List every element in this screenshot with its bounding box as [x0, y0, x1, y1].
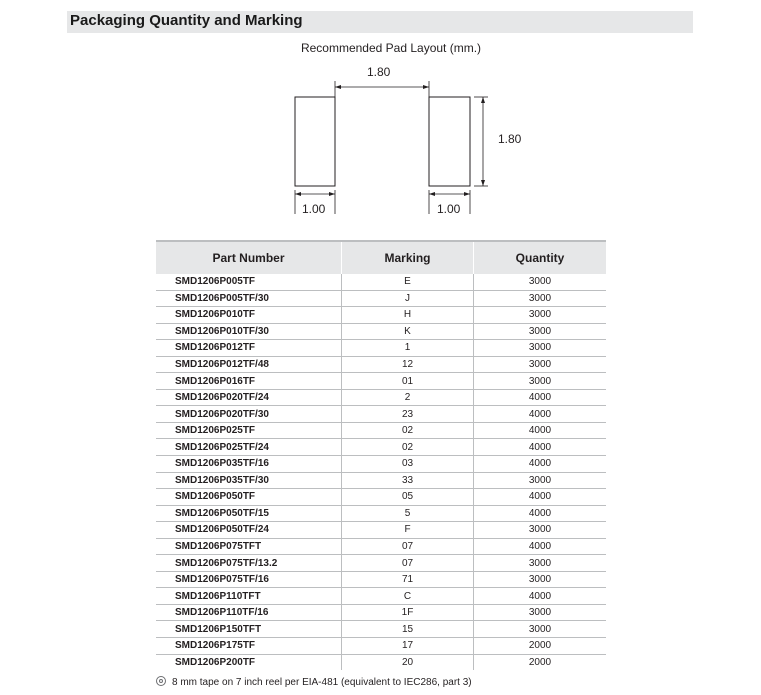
quantity-cell: 4000: [474, 489, 607, 506]
marking-cell: 23: [342, 406, 474, 423]
gap-dimension-label: 1.80: [367, 65, 391, 79]
quantity-cell: 4000: [474, 538, 607, 555]
table-row: [156, 555, 606, 572]
table-row: [156, 621, 606, 638]
table-row: [156, 571, 606, 588]
part-number-cell: SMD1206P175TF: [156, 638, 342, 655]
marking-cell: H: [342, 307, 474, 324]
table-body: [156, 274, 606, 670]
header-quantity: Quantity: [474, 241, 607, 274]
marking-cell: 15: [342, 621, 474, 638]
marking-cell: 05: [342, 489, 474, 506]
quantity-cell: 3000: [474, 323, 607, 340]
part-number-cell: SMD1206P075TF/13.2: [156, 555, 342, 572]
left-width-arrow-right: [329, 192, 335, 196]
table-row: [156, 538, 606, 555]
quantity-cell: 4000: [474, 422, 607, 439]
table-header-row: [156, 241, 606, 274]
marking-cell: 5: [342, 505, 474, 522]
pad-layout-diagram: [0, 0, 761, 240]
part-number-cell: SMD1206P050TF/24: [156, 522, 342, 539]
pad-layout-title: Recommended Pad Layout (mm.): [300, 41, 482, 55]
marking-cell: 20: [342, 654, 474, 670]
quantity-cell: 2000: [474, 654, 607, 670]
part-number-cell: SMD1206P150TFT: [156, 621, 342, 638]
table-row: [156, 356, 606, 373]
table-row: [156, 340, 606, 357]
table-row: [156, 604, 606, 621]
quantity-cell: 3000: [474, 571, 607, 588]
marking-cell: 07: [342, 538, 474, 555]
table-row: [156, 389, 606, 406]
marking-cell: 02: [342, 422, 474, 439]
quantity-cell: 3000: [474, 472, 607, 489]
quantity-cell: 3000: [474, 555, 607, 572]
height-dimension-label: 1.80: [498, 132, 522, 146]
part-number-cell: SMD1206P012TF: [156, 340, 342, 357]
table-row: [156, 505, 606, 522]
left-width-arrow-left: [295, 192, 301, 196]
part-number-cell: SMD1206P012TF/48: [156, 356, 342, 373]
marking-cell: 1: [342, 340, 474, 357]
left-pad: [295, 97, 335, 186]
part-number-cell: SMD1206P110TFT: [156, 588, 342, 605]
part-number-cell: SMD1206P075TFT: [156, 538, 342, 555]
part-number-cell: SMD1206P010TF: [156, 307, 342, 324]
marking-cell: 17: [342, 638, 474, 655]
left-width-dimension-label: 1.00: [302, 202, 326, 216]
marking-cell: C: [342, 588, 474, 605]
table-row: [156, 456, 606, 473]
table-row: [156, 274, 606, 290]
header-marking: Marking: [342, 241, 474, 274]
quantity-cell: 3000: [474, 340, 607, 357]
quantity-cell: 3000: [474, 621, 607, 638]
table-row: [156, 406, 606, 423]
part-number-cell: SMD1206P035TF/30: [156, 472, 342, 489]
marking-cell: 02: [342, 439, 474, 456]
quantity-cell: 4000: [474, 406, 607, 423]
quantity-cell: 3000: [474, 290, 607, 307]
footnote-text: 8 mm tape on 7 inch reel per EIA-481 (equivalent to IEC286, part 3): [172, 677, 472, 688]
marking-cell: 1F: [342, 604, 474, 621]
part-number-cell: SMD1206P200TF: [175, 656, 256, 668]
quantity-cell: 3000: [474, 307, 607, 324]
part-number-cell: SMD1206P110TF/16: [156, 604, 342, 621]
part-number-cell: SMD1206P020TF/24: [156, 389, 342, 406]
quantity-cell: 3000: [474, 274, 607, 290]
right-pad: [429, 97, 470, 186]
table-row: [156, 290, 606, 307]
marking-cell: J: [342, 290, 474, 307]
quantity-cell: 3000: [474, 604, 607, 621]
quantity-cell: 3000: [474, 373, 607, 390]
height-arrow-bottom: [481, 180, 485, 186]
quantity-cell: 2000: [474, 638, 607, 655]
part-number-cell: SMD1206P010TF/30: [156, 323, 342, 340]
table-row: [156, 323, 606, 340]
marking-cell: 01: [342, 373, 474, 390]
quantity-cell: 4000: [474, 439, 607, 456]
part-number-cell: SMD1206P025TF: [156, 422, 342, 439]
table-row: [156, 654, 606, 670]
table-row: [156, 522, 606, 539]
part-number-cell: SMD1206P020TF/30: [156, 406, 342, 423]
part-number-cell: SMD1206P035TF/16: [156, 456, 342, 473]
part-number-cell: SMD1206P050TF: [156, 489, 342, 506]
part-number-cell: SMD1206P050TF/15: [156, 505, 342, 522]
part-number-cell: SMD1206P025TF/24: [156, 439, 342, 456]
quantity-cell: 4000: [474, 588, 607, 605]
table-row: [156, 588, 606, 605]
marking-cell: 12: [342, 356, 474, 373]
part-number-cell: SMD1206P005TF/30: [156, 290, 342, 307]
table-row: [156, 489, 606, 506]
table-row: [156, 472, 606, 489]
table-row: [156, 439, 606, 456]
marking-cell: 2: [342, 389, 474, 406]
right-width-arrow-left: [429, 192, 435, 196]
packaging-table: [156, 240, 606, 670]
part-number-cell: SMD1206P016TF: [156, 373, 342, 390]
marking-cell: 71: [342, 571, 474, 588]
table-row: [156, 307, 606, 324]
part-number-cell: SMD1206P075TF/16: [156, 571, 342, 588]
quantity-cell: 3000: [474, 356, 607, 373]
quantity-cell: 4000: [474, 389, 607, 406]
marking-cell: K: [342, 323, 474, 340]
gap-arrow-left: [335, 85, 341, 89]
marking-cell: E: [342, 274, 474, 290]
table-row: [156, 422, 606, 439]
part-number-cell: SMD1206P005TF: [156, 274, 342, 290]
quantity-cell: 3000: [474, 522, 607, 539]
marking-cell: F: [342, 522, 474, 539]
table-row: [156, 373, 606, 390]
header-part-number: Part Number: [156, 241, 342, 274]
quantity-cell: 4000: [474, 456, 607, 473]
reel-icon: [156, 676, 166, 686]
right-width-dimension-label: 1.00: [437, 202, 461, 216]
marking-cell: 03: [342, 456, 474, 473]
table-row: [156, 638, 606, 655]
marking-cell: 33: [342, 472, 474, 489]
height-arrow-top: [481, 97, 485, 103]
section-title: Packaging Quantity and Marking: [70, 12, 303, 29]
gap-arrow-right: [423, 85, 429, 89]
quantity-cell: 4000: [474, 505, 607, 522]
right-width-arrow-right: [464, 192, 470, 196]
footnote: [156, 675, 472, 688]
marking-cell: 07: [342, 555, 474, 572]
